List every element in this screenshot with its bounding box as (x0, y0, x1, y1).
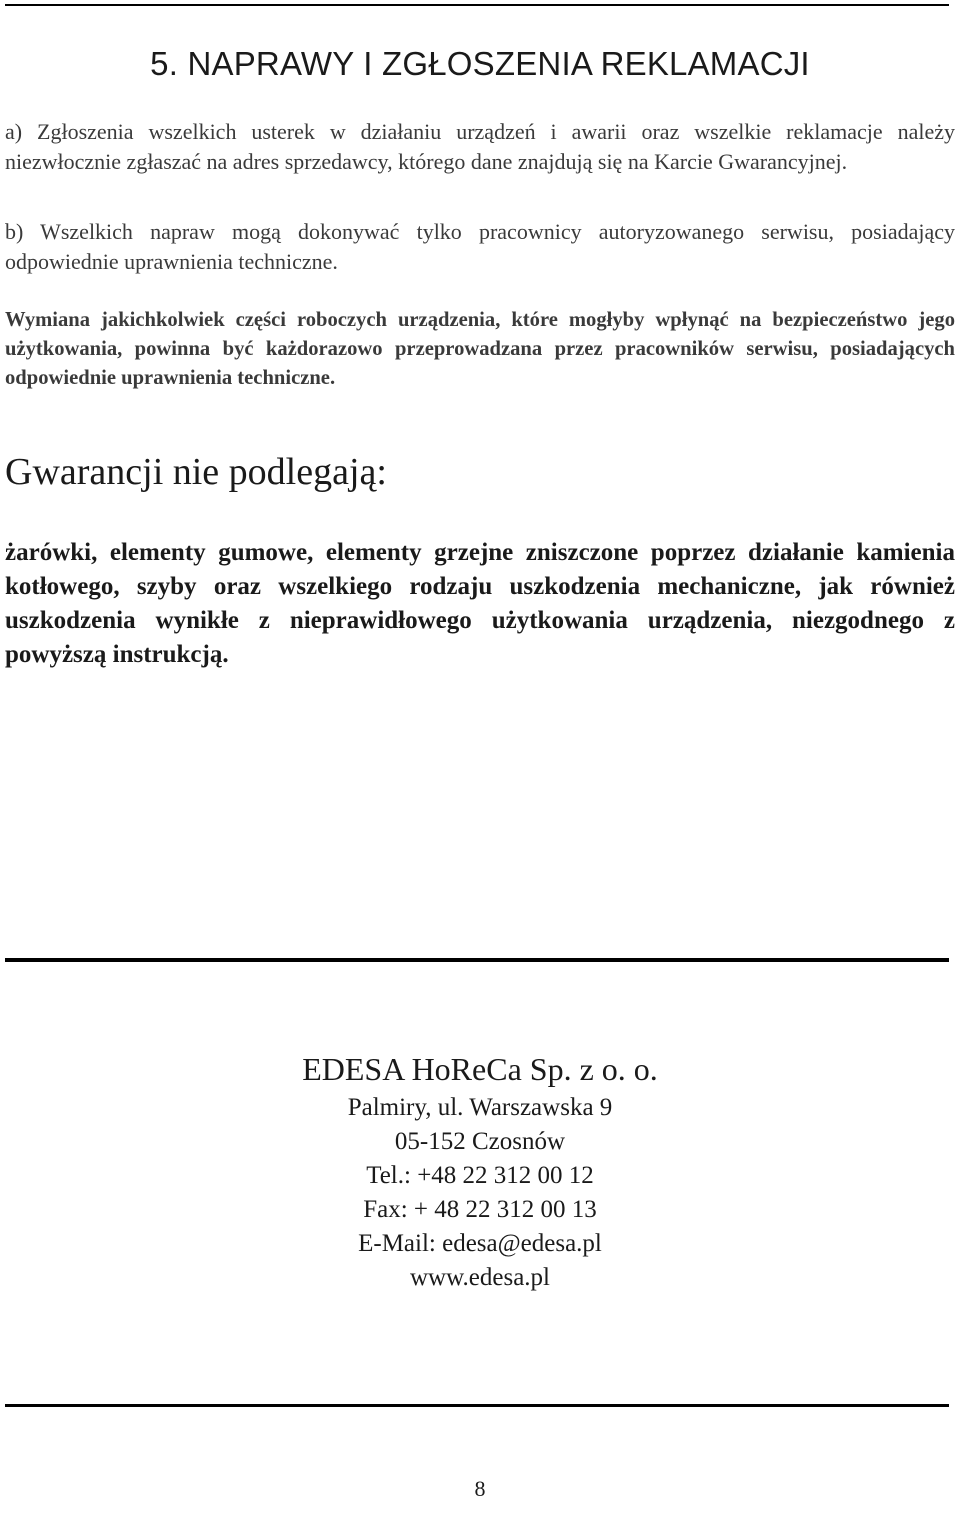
top-rule (5, 4, 949, 6)
company-website: www.edesa.pl (409, 1264, 550, 1291)
company-contact-block (0, 1047, 960, 1295)
company-postal-code: 05-152 Czosnów (394, 1128, 566, 1155)
company-phone: Tel.: +48 22 312 00 12 (366, 1162, 594, 1189)
section-title: 5. NAPRAWY I ZGŁOSZENIA REKLAMACJI (150, 45, 810, 82)
warranty-exclusions-heading: Gwarancji nie podlegają: (5, 451, 387, 493)
middle-rule (5, 958, 949, 962)
company-name: EDESA HoReCa Sp. z o. o. (302, 1051, 658, 1087)
company-email: E-Mail: edesa@edesa.pl (358, 1230, 602, 1257)
warranty-exclusions-text: żarówki, elementy gumowe, elementy grzejne zniszczone poprzez działanie kamienia kotłowego, szyby oraz wszelkiego rodzaju uszkodzenia mechaniczne, jak również uszkodzenia wynikłe z nieprawidłowego użytkowania urządzenia, niezgodnego z powyższą instrukcją. (5, 539, 955, 668)
paragraph-a-complaints: a) Zgłoszenia wszelkich usterek w działaniu urządzeń i awarii oraz wszelkie reklamacje należy niezwłocznie zgłaszać na adres sprzedawcy, którego dane znajdują się na Karcie Gwarancyjnej. (5, 119, 955, 174)
page-number: 8 (474, 1476, 486, 1501)
paragraph-b-repairs: b) Wszelkich napraw mogą dokonywać tylko pracownicy autoryzowanego serwisu, posiadający odpowiednie uprawnienia techniczne. (5, 219, 955, 274)
company-address: Palmiry, ul. Warszawska 9 (347, 1094, 613, 1121)
bottom-rule (5, 1404, 949, 1407)
paragraph-parts-replacement: Wymiana jakichkolwiek części roboczych urządzenia, które mogłyby wpłynąć na bezpieczeństwo jego użytkowania, powinna być każdorazowo przeprowadzana przez pracowników serwisu, posiadających odpowiednie uprawnienia techniczne. (5, 309, 955, 389)
company-fax: Fax: + 48 22 312 00 13 (363, 1196, 597, 1223)
